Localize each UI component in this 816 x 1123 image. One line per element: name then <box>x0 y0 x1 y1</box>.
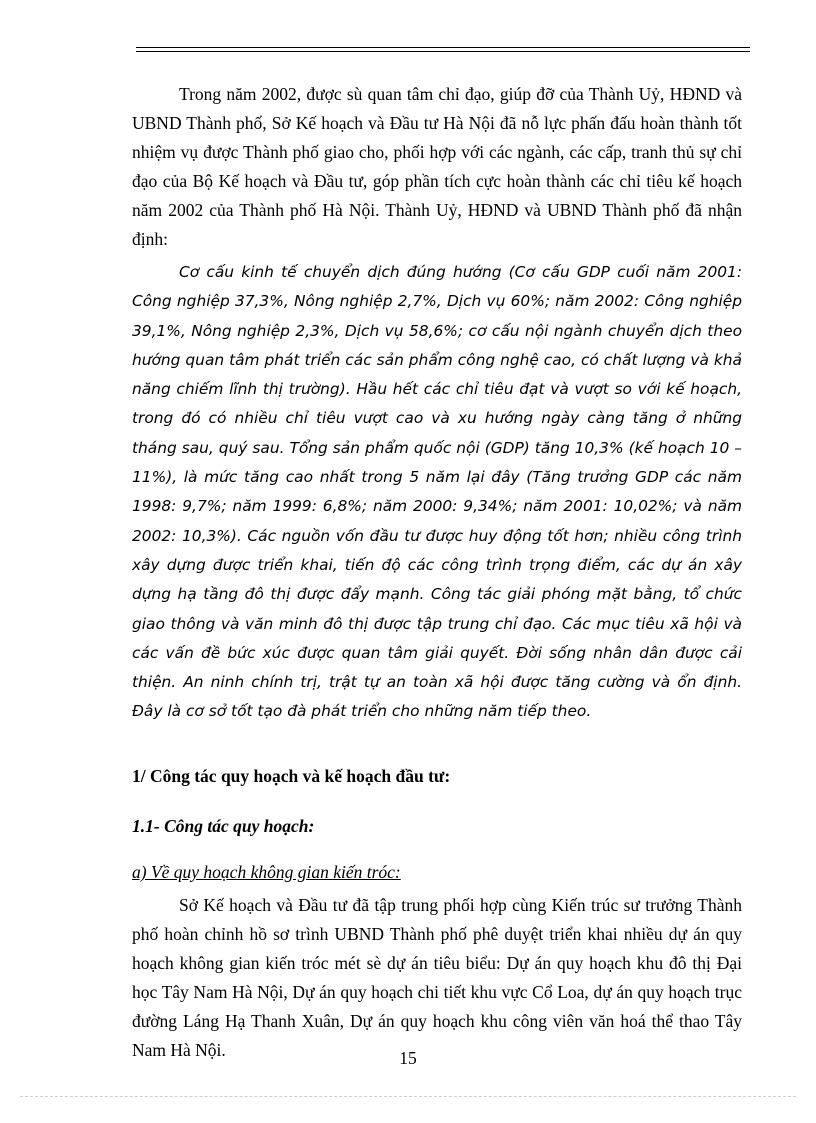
planning-paragraph: Sở Kế hoạch và Đầu tư đã tập trung phối hợp cùng Kiến trúc sư trưởng Thành phố hoàn chỉnh hồ sơ trình UBND Thành phố phê duyệt triển khai nhiều dự án quy hoạch không gian kiến tróc mét sè dự án tiêu biểu: Dự án quy hoạch khu đô thị Đại học Tây Nam Hà Nội, Dự án quy hoạch chi tiết khu vực Cổ Loa, dự án quy hoạch trục đường Láng Hạ Thanh Xuân, Dự án quy hoạch khu công viên văn hoá thể thao Tây Nam Hà Nội. <box>132 894 742 1060</box>
page-number: 15 <box>399 1048 417 1068</box>
page-content <box>132 80 742 1065</box>
section-heading: 1/ Công tác quy hoạch và kế hoạch đầu tư: <box>132 765 451 786</box>
intro-paragraph: Trong năm 2002, được sù quan tâm chỉ đạo, giúp đỡ của Thành Uỷ, HĐND và UBND Thành phố, Sở Kế hoạch và Đầu tư Hà Nội đã nỗ lực phấn đấu hoàn thành tốt nhiệm vụ được Thành phố giao cho, phối hợp với các ngành, các cấp, tranh thủ sự chỉ đạo của Bộ Kế hoạch và Đầu tư, góp phần tích cực hoàn thành các chỉ tiêu kế hoạch năm 2002 của Thành phố Hà Nội. Thành Uỷ, HĐND và UBND Thành phố đã nhận định: <box>132 84 742 249</box>
page-bottom-border <box>20 1096 796 1097</box>
sub-subsection-heading: a) Về quy hoạch không gian kiến tróc: <box>132 861 401 882</box>
subsection-heading: 1.1- Công tác quy hoạch: <box>132 815 315 836</box>
header-rule-bottom <box>136 51 750 52</box>
assessment-paragraph: Cơ cấu kinh tế chuyển dịch đúng hướng (Cơ cấu GDP cuối năm 2001: Công nghiệp 37,3%, Nông nghiệp 2,7%, Dịch vụ 60%; năm 2002: Công nghiệp 39,1%, Nông nghiệp 2,3%, Dịch vụ 58,6%; cơ cấu nội ngành chuyển dịch theo hướng quan tâm phát triển các sản phẩm công nghệ cao, có chất lượng và khả năng chiếm lĩnh thị trường). Hầu hết các chỉ tiêu đạt và vượt so với kế hoạch, trong đó có nhiều chỉ tiêu vượt cao và xu hướng ngày càng tăng ở những tháng sau, quý sau. Tổng sản phẩm quốc nội (GDP) tăng 10,3% (kế hoạch 10 – 11%), là mức tăng cao nhất trong 5 năm lại đây (Tăng trưởng GDP các năm 1998: 9,7%; năm 1999: 6,8%; năm 2000: 9,34%; năm 2001: 10,02%; và năm 2002: 10,3%). Các nguồn vốn đầu tư được huy động tốt hơn; nhiều công trình xây dựng được triển khai, tiến độ các công trình trọng điểm, các dự án xây dựng hạ tầng đô thị được đẩy mạnh. Công tác giải phóng mặt bằng, tổ chức giao thông và văn minh đô thị được tập trung chỉ đạo. Các mục tiêu xã hội và các vấn đề bức xúc được quan tâm giải quyết. Đời sống nhân dân được cải thiện. An ninh chính trị, trật tự an toàn xã hội được tăng cường và ổn định. Đây là cơ sở tốt tạo đà phát triển cho những năm tiếp theo. <box>132 263 742 721</box>
header-rule-top <box>136 47 750 48</box>
